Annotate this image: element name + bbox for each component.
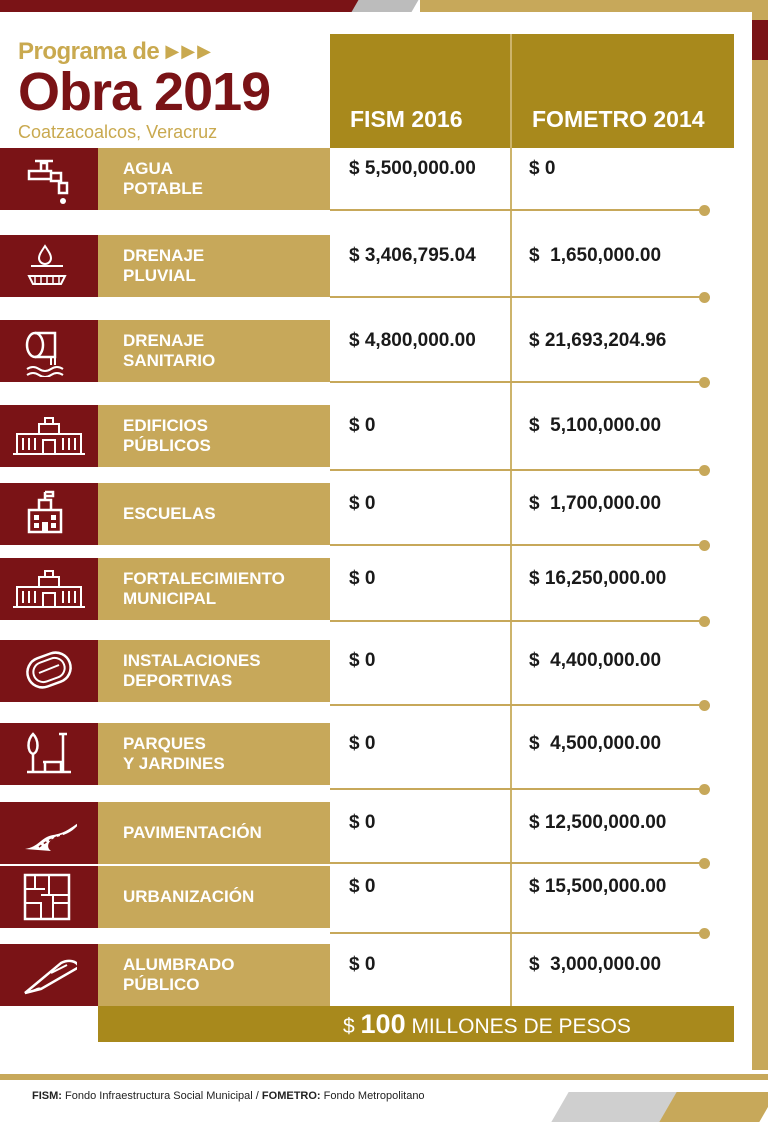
fometro-amount: $ 3,000,000.00 (529, 954, 662, 975)
fometro-amount: $ 4,500,000.00 (529, 733, 662, 754)
row-label (98, 235, 330, 297)
column-header-fism: FISM 2016 (330, 34, 510, 148)
right-frame-bar (752, 0, 768, 1070)
school-icon (21, 488, 77, 540)
fism-amount: $ 0 (349, 812, 376, 833)
row-divider (330, 469, 705, 471)
fometro-amount: $ 16,250,000.00 (529, 568, 667, 589)
table-row (0, 483, 734, 545)
fometro-amount: $ 12,500,000.00 (529, 812, 667, 833)
row-label-line1: ESCUELAS (123, 504, 216, 523)
row-label-line2: PÚBLICO (123, 975, 200, 994)
row-label-line1: EDIFICIOS (123, 416, 209, 435)
row-label-line1: URBANIZACIÓN (123, 887, 255, 906)
fometro-amount: $ 5,100,000.00 (529, 415, 662, 436)
row-divider (330, 296, 705, 298)
row-label (98, 148, 330, 210)
row-label (98, 558, 330, 620)
sewer-pipe-icon (21, 325, 77, 377)
row-divider-dot (699, 784, 710, 795)
fism-amount: $ 0 (349, 493, 376, 514)
table-row (0, 723, 734, 785)
row-divider (330, 704, 705, 706)
row-label (98, 405, 330, 467)
row-label-line1: ALUMBRADO (123, 955, 235, 974)
row-divider (330, 862, 705, 864)
page-header (18, 38, 328, 143)
table-row (0, 235, 734, 297)
row-label-line2: PLUVIAL (123, 266, 196, 285)
arrows-icon: ▶▶▶ (165, 41, 213, 61)
public-building-icon (9, 410, 89, 462)
table-row (0, 405, 734, 467)
row-divider-dot (699, 292, 710, 303)
row-icon-box (0, 483, 98, 545)
park-icon (21, 728, 77, 780)
row-divider-dot (699, 700, 710, 711)
row-divider-dot (699, 205, 710, 216)
municipal-building-icon (9, 563, 89, 615)
row-icon-box (0, 640, 98, 702)
right-frame-accent (752, 20, 768, 60)
row-divider-dot (699, 616, 710, 627)
fism-amount: $ 0 (349, 876, 376, 897)
row-label-line1: DRENAJE (123, 331, 205, 350)
column-header-fometro: FOMETRO 2014 (512, 34, 734, 148)
row-label-line1: INSTALACIONES (123, 651, 261, 670)
row-label (98, 320, 330, 382)
row-label-line2: Y JARDINES (123, 754, 225, 773)
fism-amount: $ 4,800,000.00 (349, 330, 476, 351)
row-label-line2: POTABLE (123, 179, 203, 198)
row-divider (330, 788, 705, 790)
top-banner-gray (352, 0, 419, 12)
row-label-line2: PÚBLICOS (123, 436, 211, 455)
fism-amount: $ 0 (349, 733, 376, 754)
top-banner-gold (420, 0, 768, 12)
total-bar (98, 1006, 734, 1042)
row-divider (330, 620, 705, 622)
water-tap-icon (21, 153, 77, 205)
row-divider (330, 932, 705, 934)
fism-amount: $ 0 (349, 415, 376, 436)
city-map-icon (21, 871, 77, 923)
page-title: Obra 2019 (18, 62, 271, 122)
row-icon-box (0, 558, 98, 620)
row-icon-box (0, 148, 98, 210)
fometro-amount: $ 1,650,000.00 (529, 245, 662, 266)
row-divider-dot (699, 928, 710, 939)
row-divider (330, 209, 705, 211)
row-divider-dot (699, 465, 710, 476)
table-row (0, 640, 734, 702)
road-icon (21, 807, 77, 859)
row-icon-box (0, 866, 98, 928)
fism-amount: $ 0 (349, 568, 376, 589)
table-row (0, 944, 734, 1006)
row-icon-box (0, 802, 98, 864)
table-row (0, 558, 734, 620)
table-row (0, 802, 734, 864)
row-label-line1: FORTALECIMIENTO (123, 569, 285, 588)
row-divider-dot (699, 377, 710, 388)
row-label-line2: DEPORTIVAS (123, 671, 233, 690)
row-label (98, 944, 330, 1006)
row-label (98, 802, 330, 864)
row-divider (330, 544, 705, 546)
row-icon-box (0, 944, 98, 1006)
row-label-line2: SANITARIO (123, 351, 216, 370)
top-banner-maroon (0, 0, 360, 12)
fism-amount: $ 0 (349, 954, 376, 975)
row-label-line1: PARQUES (123, 734, 206, 753)
row-label (98, 866, 330, 928)
row-icon-box (0, 320, 98, 382)
row-icon-box (0, 405, 98, 467)
total-amount: $ 100 MILLONES DE PESOS (343, 1009, 631, 1039)
row-divider (330, 381, 705, 383)
footnote: FISM: Fondo Infraestructura Social Municipal / FOMETRO: Fondo Metropolitano (32, 1090, 425, 1102)
fometro-amount: $ 1,700,000.00 (529, 493, 662, 514)
table-row (0, 320, 734, 382)
fism-amount: $ 5,500,000.00 (349, 158, 476, 179)
row-icon-box (0, 235, 98, 297)
row-label-line1: AGUA (123, 159, 174, 178)
fometro-amount: $ 0 (529, 158, 556, 179)
table-row (0, 148, 734, 210)
row-label-line2: MUNICIPAL (123, 589, 217, 608)
row-label (98, 483, 330, 545)
row-icon-box (0, 723, 98, 785)
row-divider-dot (699, 540, 710, 551)
bottom-banner-corner (659, 1092, 768, 1122)
bottom-banner-gold (0, 1074, 768, 1080)
fism-amount: $ 3,406,795.04 (349, 245, 476, 266)
pre-title: Programa de ▶▶▶ (18, 38, 213, 65)
row-label (98, 640, 330, 702)
fometro-amount: $ 4,400,000.00 (529, 650, 662, 671)
fometro-amount: $ 21,693,204.96 (529, 330, 667, 351)
row-label (98, 723, 330, 785)
rain-drain-icon (21, 240, 77, 292)
fometro-amount: $ 15,500,000.00 (529, 876, 667, 897)
sports-field-icon (21, 645, 77, 697)
row-label-line1: DRENAJE (123, 246, 205, 265)
page-subtitle: Coatzacoalcos, Veracruz (18, 122, 218, 142)
table-row (0, 866, 734, 928)
fism-amount: $ 0 (349, 650, 376, 671)
row-label-line1: PAVIMENTACIÓN (123, 823, 262, 842)
street-lamp-icon (21, 949, 77, 1001)
